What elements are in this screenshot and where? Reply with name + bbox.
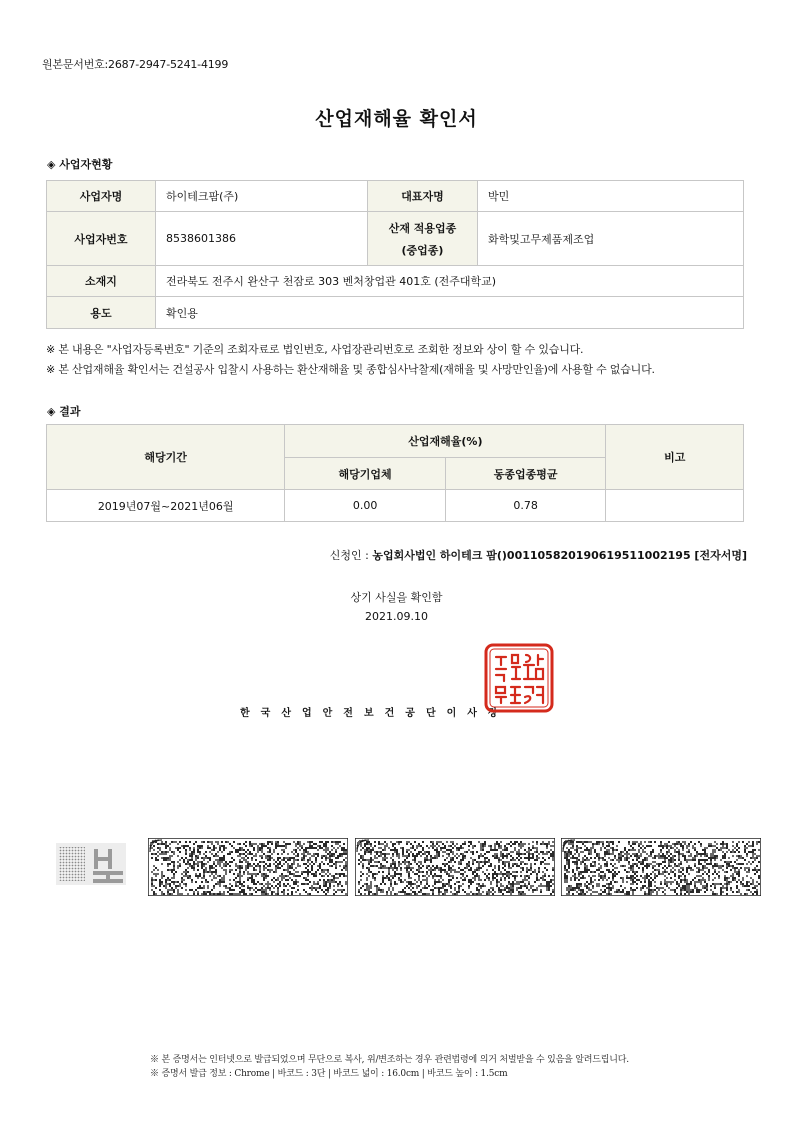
applicant-value: 농업회사법인 하이테크 팜()001105820190619511002195 [전자서명] <box>372 549 747 562</box>
business-name-label: 사업자명 <box>47 181 156 212</box>
industry-avg-header: 동종업종평균 <box>445 458 606 490</box>
business-name-value: 하이테크팜(주) <box>156 181 368 212</box>
applicant-line <box>330 547 747 563</box>
rate-header: 산업재해율(%) <box>285 425 606 458</box>
confirm-text: 상기 사실을 확인함 <box>350 591 443 604</box>
page-title: 산업재해율 확인서 <box>315 108 478 130</box>
applicant-prefix: 신청인 : <box>329 549 373 562</box>
business-table <box>46 180 744 329</box>
company-rate-value: 0.00 <box>285 490 446 522</box>
period-header: 해당기간 <box>47 425 285 490</box>
original-mark-icon <box>56 843 126 885</box>
industry-avg-value: 0.78 <box>445 490 606 522</box>
barcode-block-1 <box>148 838 348 896</box>
rep-name-label: 대표자명 <box>368 181 478 212</box>
address-value: 전라북도 전주시 완산구 천잠로 303 벤처창업관 401호 (전주대학교) <box>156 266 744 297</box>
barcode-block-3 <box>561 838 761 896</box>
footer-line: ※ 본 증명서는 인터넷으로 발급되었으며 무단으로 복사, 위/변조하는 경우 관련법령에 의거 처벌받을 수 있음을 알려드립니다. <box>150 1055 629 1065</box>
purpose-value: 확인용 <box>156 297 744 329</box>
note-line: ※ 본 내용은 "사업자등록번호" 기준의 조회자료로 법인번호, 사업장관리번호로 조회한 정보와 상이 할 수 있습니다. <box>46 343 584 356</box>
purpose-label: 용도 <box>47 297 156 329</box>
section-business-label: ◈ 사업자현황 <box>47 158 113 171</box>
issue-date: 2021.09.10 <box>365 610 428 623</box>
industry-value: 화학및고무제품제조업 <box>478 212 744 266</box>
official-seal <box>484 643 554 713</box>
result-table <box>46 424 744 522</box>
remark-value <box>606 490 744 522</box>
note-line: ※ 본 산업재해율 확인서는 건설공사 입찰시 사용하는 환산재해율 및 종합심사낙찰제(재해율 및 사망만인율)에 사용할 수 없습니다. <box>46 363 655 376</box>
period-value: 2019년07월~2021년06월 <box>47 490 285 522</box>
barcode-block-2 <box>355 838 555 896</box>
bizno-value: 8538601386 <box>156 212 368 266</box>
footer-line: ※ 증명서 발급 정보 : Chrome | 바코드 : 3단 | 바코드 넓이 : 16.0cm | 바코드 높이 : 1.5cm <box>150 1069 508 1079</box>
section-result-label: ◈ 결과 <box>47 405 81 418</box>
remark-header: 비고 <box>606 425 744 490</box>
industry-label-line2: (중업종) <box>401 243 444 257</box>
company-rate-header: 해당기업체 <box>285 458 446 490</box>
industry-label-line1: 산재 적용업종 <box>388 221 457 235</box>
issuer-name: 한국산업안전보건공단이사장 <box>240 708 509 719</box>
bizno-label: 사업자번호 <box>47 212 156 266</box>
rep-name-value: 박민 <box>478 181 744 212</box>
industry-label <box>368 212 478 266</box>
document-number: 원본문서번호:2687-2947-5241-4199 <box>42 58 229 71</box>
address-label: 소재지 <box>47 266 156 297</box>
